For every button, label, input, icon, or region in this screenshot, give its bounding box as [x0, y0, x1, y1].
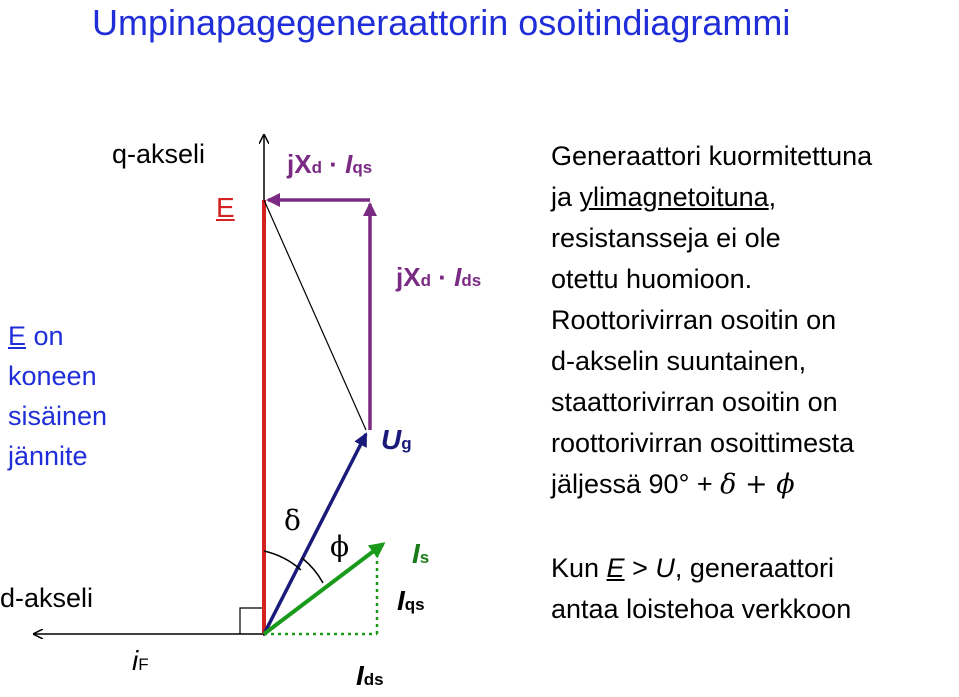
- desc-line2: ja ylimagnetoituna,: [551, 182, 777, 212]
- page-title: Umpinapagegeneraattorin osoitindiagrammi: [92, 2, 791, 43]
- Iqs-label: Iqs: [397, 585, 425, 616]
- desc-line9: jäljessä 90° + δ + ϕ: [551, 469, 795, 500]
- desc-line1: Generaattori kuormitettuna: [551, 141, 873, 171]
- desc-line7: staattorivirran osoitin on: [551, 387, 838, 417]
- conclusion-line1: Kun E > U, generaattori: [551, 553, 834, 583]
- conclusion: [551, 548, 851, 630]
- U-phasor: [264, 434, 366, 634]
- E-construction-line: [264, 200, 366, 430]
- side-note-line4: jännite: [8, 441, 88, 471]
- E-label: E: [216, 192, 235, 223]
- phi-label: ϕ: [330, 530, 350, 563]
- side-note: [8, 316, 107, 476]
- side-note-line1: E on: [8, 321, 64, 351]
- description: [551, 136, 872, 505]
- Is-label: Is: [412, 538, 430, 569]
- desc-line3: resistansseja ei ole: [551, 223, 781, 253]
- right-angle-marker: [240, 608, 264, 634]
- delta-label: δ: [284, 504, 301, 537]
- jXd-Ids-label: jXd · Ids: [396, 262, 482, 292]
- side-note-line3: sisäinen: [8, 401, 108, 431]
- d-axis-label: d-akseli: [0, 583, 94, 613]
- desc-line5: Roottorivirran osoitin on: [551, 305, 837, 335]
- desc-line6: d-akselin suuntainen,: [551, 346, 807, 376]
- U-label: Ug: [381, 424, 412, 455]
- desc-line8: roottorivirran osoittimesta: [551, 428, 855, 458]
- Ids-label: Ids: [356, 660, 384, 691]
- jXd-Iqs-label: jXd · Iqs: [287, 149, 373, 179]
- delta-arc: [264, 551, 301, 570]
- phi-arc: [302, 558, 323, 583]
- q-axis-label: q-akseli: [112, 139, 206, 169]
- desc-line4: otettu huomioon.: [551, 264, 753, 294]
- side-note-line2: koneen: [8, 361, 97, 391]
- iF-label: iF: [132, 645, 149, 676]
- conclusion-line2: antaa loistehoa verkkoon: [551, 594, 852, 624]
